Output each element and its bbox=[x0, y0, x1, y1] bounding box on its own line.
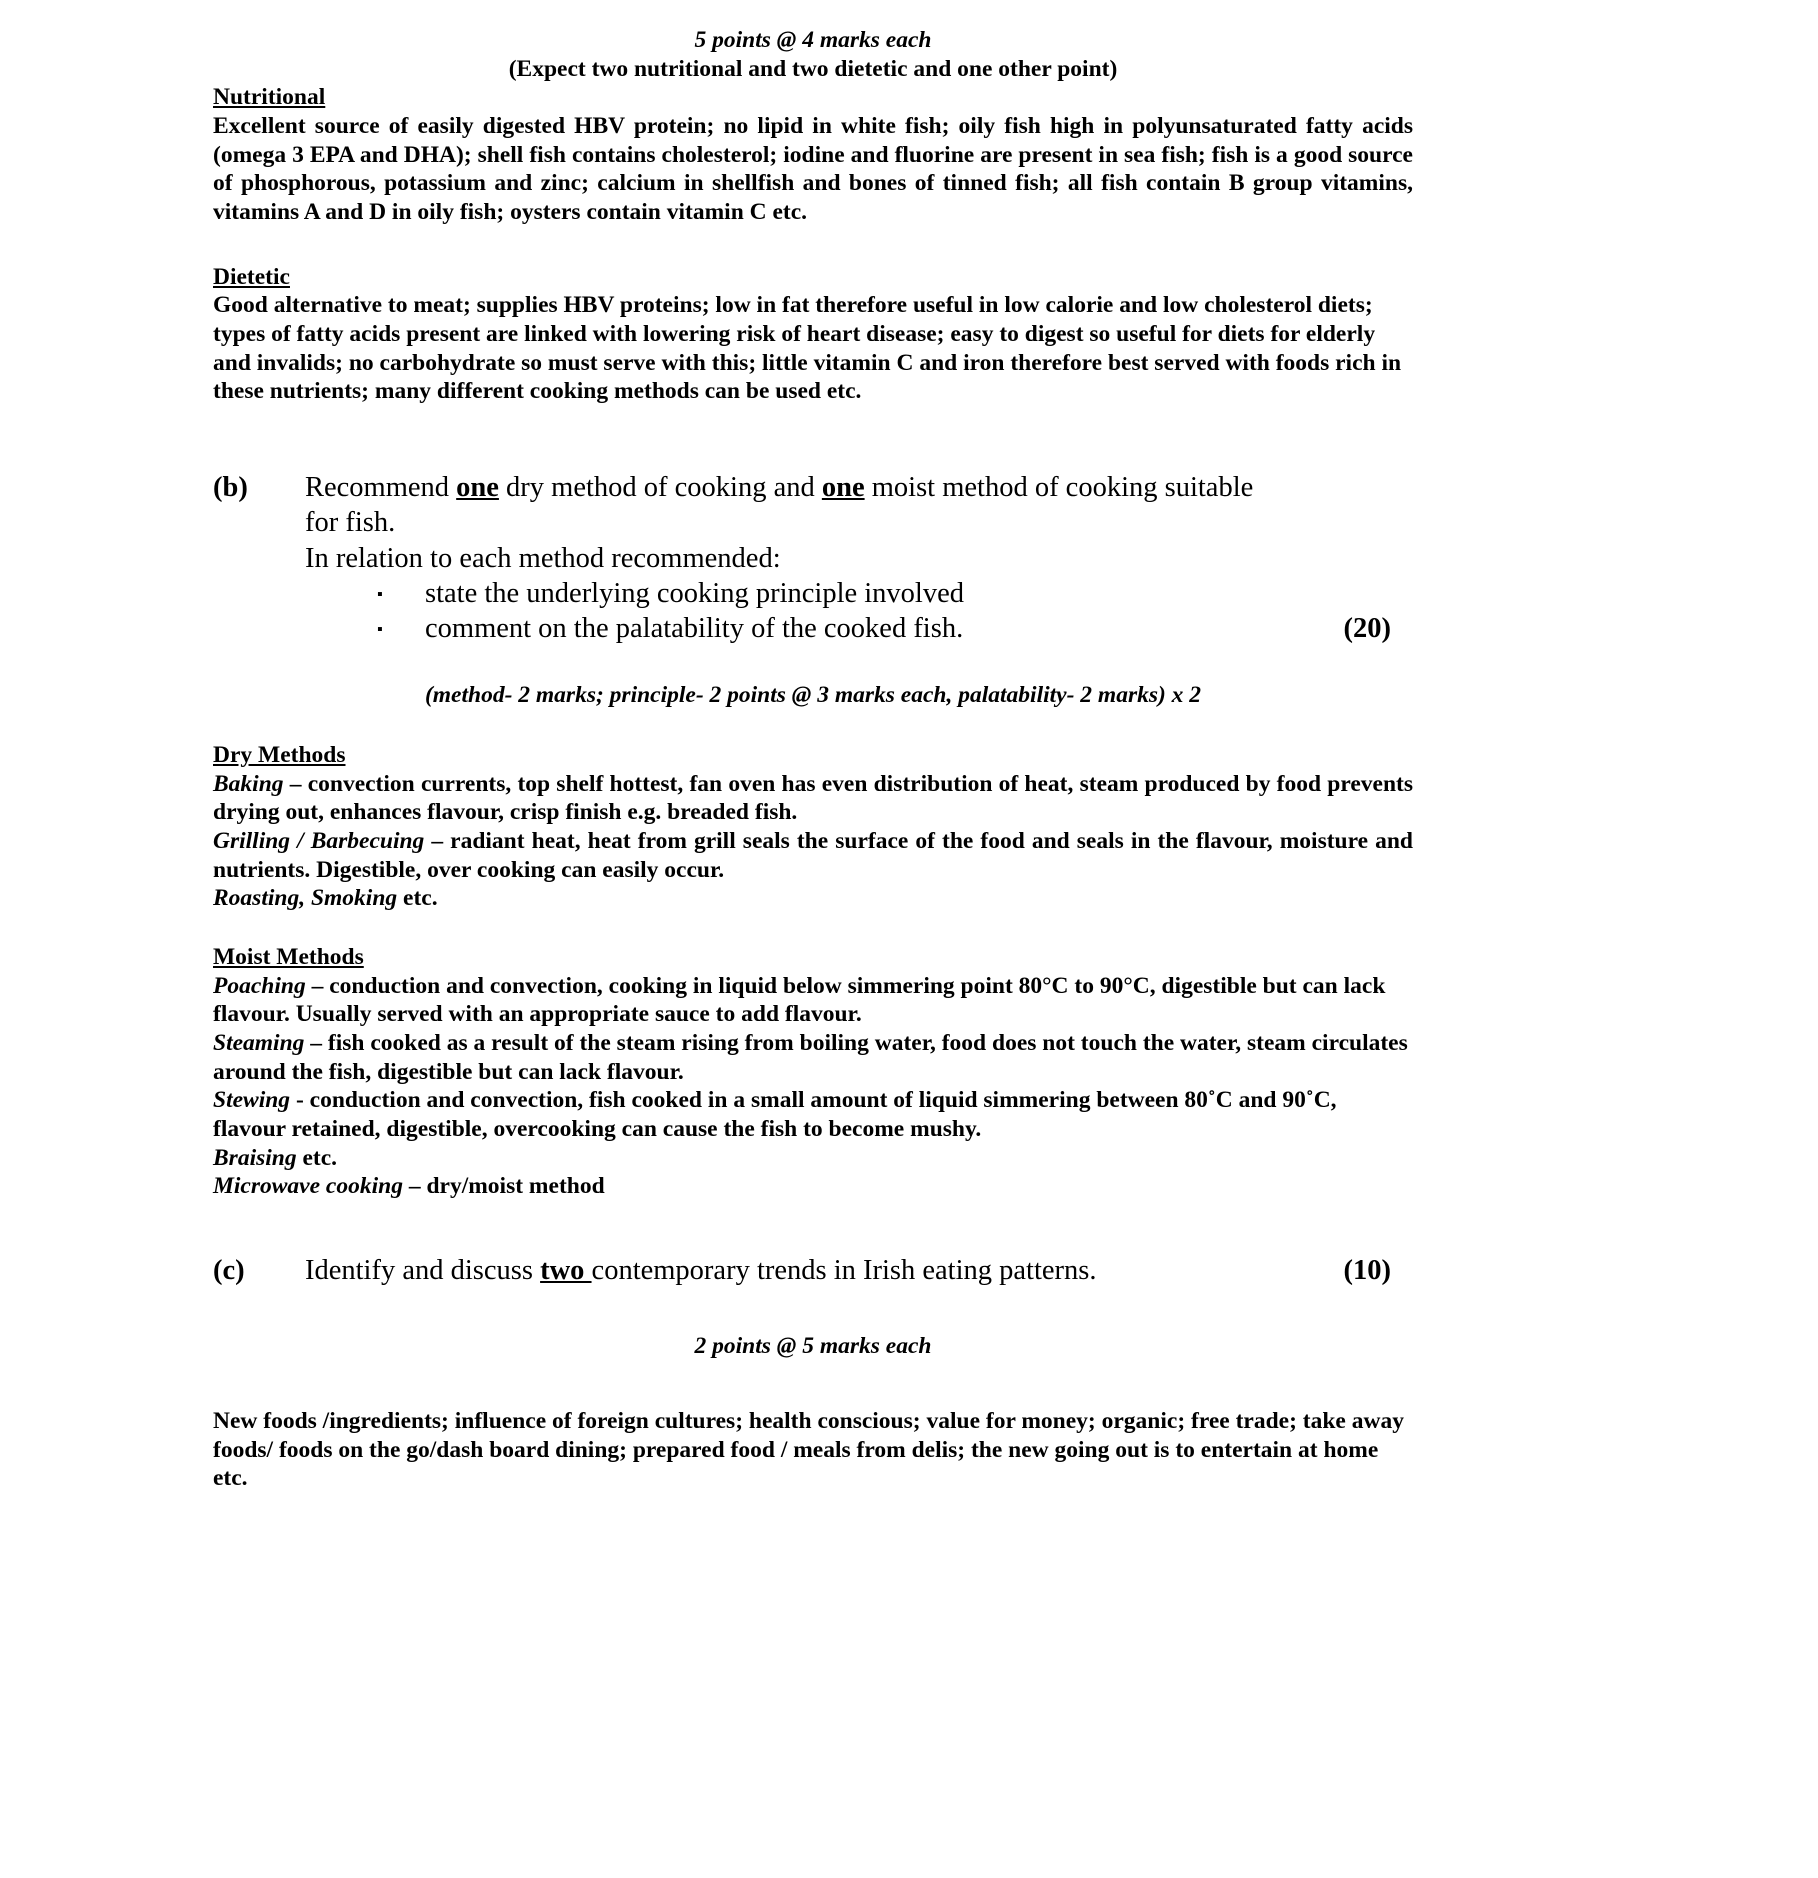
paragraph bbox=[213, 884, 1413, 913]
text-run: one bbox=[456, 471, 499, 503]
question-label: (b) bbox=[213, 471, 248, 503]
text-run: – radiant heat, heat from grill seals the surface of the food and seals in the flavour, moisture and nutrients. Digestible, over cooking can easily occur. bbox=[213, 828, 1414, 883]
text-run: etc. bbox=[296, 1144, 338, 1171]
centered-note bbox=[213, 681, 1413, 710]
text-run: etc. bbox=[397, 885, 438, 912]
question-text bbox=[305, 470, 1253, 505]
text-run: Baking bbox=[213, 770, 284, 797]
text-run: Microwave cooking bbox=[213, 1173, 403, 1200]
text-run: comment on the palatability of the cooked fish. bbox=[425, 613, 964, 645]
text-run: one bbox=[821, 471, 865, 503]
paragraph bbox=[213, 112, 1413, 227]
spacer bbox=[213, 647, 1413, 681]
spacer bbox=[213, 913, 1413, 943]
text-run: - conduction and convection, fish cooked in a small amount of liquid simmering between 80˚C and 90˚C, flavour retained, digestible, overcooking can cause the fish to become mushy. bbox=[213, 1087, 1337, 1143]
text-run: Identify and discuss bbox=[305, 1255, 541, 1287]
question-text bbox=[305, 541, 781, 576]
spacer bbox=[213, 1201, 1413, 1253]
text-run: state the underlying cooking principle involved bbox=[425, 577, 964, 609]
question-line bbox=[305, 505, 1413, 540]
marks-label: (20) bbox=[1343, 613, 1391, 645]
text-run: – fish cooked as a result of the steam rising from boiling water, food does not touch the water, steam circulates around the fish, digestible but can lack flavour. bbox=[213, 1030, 1408, 1085]
spacer bbox=[213, 227, 1413, 263]
bullet-row bbox=[305, 611, 1413, 646]
text-run: Dry Methods bbox=[213, 742, 346, 769]
question-body bbox=[305, 470, 1413, 647]
question-label: (c) bbox=[213, 1255, 245, 1287]
text-run: New foods /ingredients; influence of foreign cultures; health conscious; value for money; organic; free trade; take away foods/ foods on the go/dash board dining; prepared food / meals from delis; the new going out is to entertain at home etc. bbox=[213, 1408, 1404, 1492]
text-run: dry method of cooking and bbox=[498, 471, 822, 503]
paragraph bbox=[213, 1407, 1413, 1493]
question-line bbox=[305, 470, 1413, 505]
text-run: – conduction and convection, cooking in liquid below simmering point 80°C to 90°C, digestible but can lack flavour. Usually served with an appropriate sauce to add flavour. bbox=[213, 972, 1386, 1028]
spacer bbox=[213, 1288, 1413, 1332]
text-run: 5 points @ 4 marks each bbox=[694, 27, 932, 53]
text-run: (Expect two nutritional and two dietetic and one other point) bbox=[508, 55, 1118, 82]
text-run: – dry/moist method bbox=[402, 1173, 605, 1200]
paragraph bbox=[213, 1029, 1413, 1086]
centered-note bbox=[213, 1332, 1413, 1361]
text-run: Nutritional bbox=[213, 84, 326, 111]
text-run: 2 points @ 5 marks each bbox=[694, 1333, 932, 1360]
text-run: Stewing bbox=[213, 1087, 291, 1114]
paragraph bbox=[213, 1172, 1413, 1201]
text-run: Good alternative to meat; supplies HBV proteins; low in fat therefore useful in low calorie and low cholesterol diets; types of fatty acids present are linked with lowering risk of heart disease; easy to digest so useful for diets for elderly and invalids; no carbohydrate so must serve with this; little vitamin C and iron therefore best served with foods rich in these nutrients; many different cooking methods can be used etc. bbox=[213, 292, 1402, 405]
spacer bbox=[213, 406, 1413, 470]
text-run: Dietetic bbox=[213, 263, 290, 290]
centered-note bbox=[213, 55, 1413, 84]
section-heading bbox=[213, 263, 1413, 292]
text-run: for fish. bbox=[305, 507, 396, 539]
paragraph bbox=[213, 972, 1413, 1029]
paragraph bbox=[213, 1086, 1413, 1143]
text-run: – convection currents, top shelf hottest, fan oven has even distribution of heat, steam produced by food prevents drying out, enhances flavour, crisp finish e.g. breaded fish. bbox=[213, 770, 1413, 826]
text-run: (method- 2 marks; principle- 2 points @ 3 marks each, palatability- 2 marks) x 2 bbox=[424, 681, 1202, 708]
question-line bbox=[305, 541, 1413, 576]
text-run: two bbox=[540, 1255, 592, 1287]
square-bullet-icon: ▪ bbox=[377, 621, 383, 639]
text-run: Roasting, Smoking bbox=[213, 885, 398, 912]
text-run: moist method of cooking suitable bbox=[864, 471, 1254, 503]
bullet-text bbox=[425, 576, 964, 611]
question-body bbox=[305, 1253, 1413, 1288]
text-run: Poaching bbox=[213, 972, 306, 999]
spacer bbox=[213, 709, 1413, 741]
text-run: Braising bbox=[213, 1144, 297, 1171]
spacer bbox=[213, 1361, 1413, 1407]
square-bullet-icon: ▪ bbox=[377, 585, 383, 603]
text-run: Steaming bbox=[213, 1030, 305, 1057]
section-heading bbox=[213, 943, 1413, 972]
text-run: Moist Methods bbox=[213, 944, 364, 971]
question-text bbox=[305, 505, 395, 540]
paragraph bbox=[213, 291, 1413, 406]
centered-note bbox=[213, 26, 1413, 55]
paragraph bbox=[213, 770, 1413, 827]
question-block bbox=[213, 470, 1413, 647]
bullet-row bbox=[305, 576, 1413, 611]
question-block bbox=[213, 1253, 1413, 1288]
bullet-text bbox=[425, 611, 963, 646]
paragraph bbox=[213, 827, 1413, 884]
question-text bbox=[305, 1253, 1096, 1288]
section-heading bbox=[213, 83, 1413, 112]
text-run: In relation to each method recommended: bbox=[305, 542, 781, 574]
paragraph bbox=[213, 1144, 1413, 1173]
text-run: Recommend bbox=[305, 471, 457, 503]
text-run: Excellent source of easily digested HBV protein; no lipid in white fish; oily fish high in polyunsaturated fatty acids (omega 3 EPA and DHA); shell fish contains cholesterol; iodine and fluorine are present in sea fish; fish is a good source of phosphorous, potassium and zinc; calcium in shellfish and bones of tinned fish; all fish contain B group vitamins, vitamins A and D in oily fish; oysters contain vitamin C etc. bbox=[213, 112, 1413, 225]
marks-label: (10) bbox=[1343, 1255, 1391, 1287]
text-run: contemporary trends in Irish eating patterns. bbox=[591, 1255, 1097, 1287]
question-line bbox=[305, 1253, 1413, 1288]
text-run: Grilling / Barbecuing bbox=[213, 828, 425, 855]
section-heading bbox=[213, 741, 1413, 770]
